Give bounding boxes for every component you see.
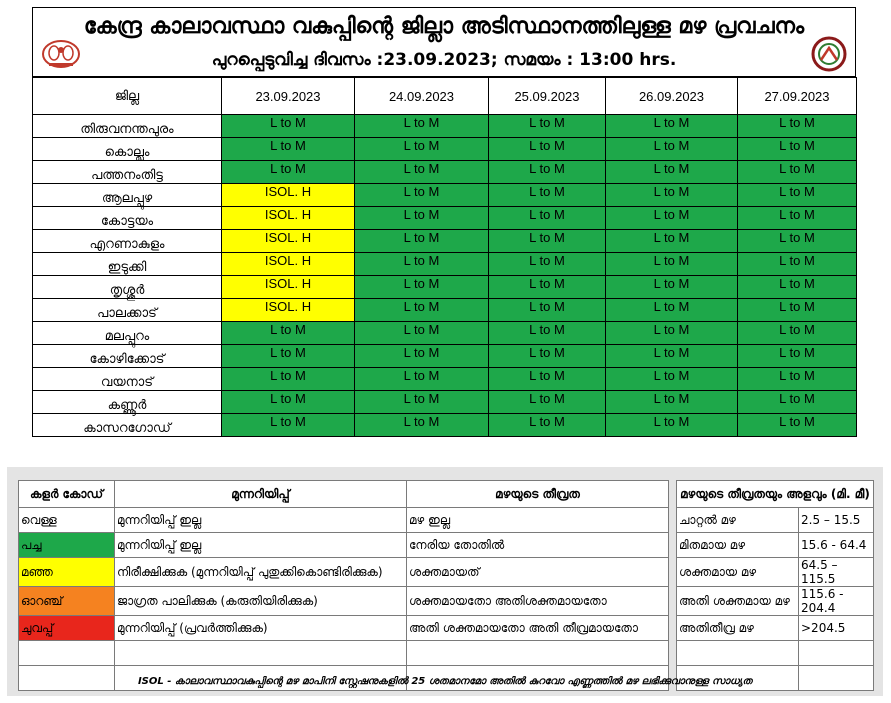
date-column-header: 24.09.2023 bbox=[355, 78, 489, 115]
table-row bbox=[33, 368, 857, 391]
forecast-cell: L to M bbox=[738, 414, 857, 437]
warning-header: മുന്നറിയിപ്പ് bbox=[115, 481, 407, 508]
range-value-cell: 64.5 – 115.5 bbox=[799, 558, 874, 587]
legend-empty-cell bbox=[115, 641, 407, 666]
forecast-cell: L to M bbox=[355, 253, 489, 276]
forecast-cell: L to M bbox=[738, 207, 857, 230]
forecast-cell: L to M bbox=[489, 414, 606, 437]
range-name-cell: അതിതീവ്ര മഴ bbox=[677, 616, 799, 641]
forecast-cell: L to M bbox=[738, 345, 857, 368]
forecast-cell: L to M bbox=[355, 276, 489, 299]
range-name-cell: മിതമായ മഴ bbox=[677, 533, 799, 558]
forecast-cell: L to M bbox=[606, 184, 738, 207]
warning-cell: മുന്നറിയിപ്പ് (പ്രവർത്തിക്കുക) bbox=[115, 616, 407, 641]
color-code-cell: ഓറഞ്ച് bbox=[19, 587, 115, 616]
forecast-cell: L to M bbox=[606, 276, 738, 299]
district-name: പാലക്കാട് bbox=[33, 299, 222, 322]
forecast-cell: L to M bbox=[355, 184, 489, 207]
district-name: വയനാട് bbox=[33, 368, 222, 391]
forecast-cell: L to M bbox=[355, 299, 489, 322]
forecast-cell: L to M bbox=[489, 161, 606, 184]
forecast-cell: L to M bbox=[606, 207, 738, 230]
forecast-cell: L to M bbox=[738, 299, 857, 322]
table-row bbox=[33, 230, 857, 253]
intensity-cell: നേരിയ തോതിൽ bbox=[407, 533, 669, 558]
forecast-cell: L to M bbox=[489, 322, 606, 345]
intensity-range-header: മഴയുടെ തീവ്രതയും അളവും (മി. മീ) bbox=[677, 481, 874, 508]
range-value-cell: 15.6 - 64.4 bbox=[799, 533, 874, 558]
imd-logo-icon bbox=[811, 36, 847, 72]
legend-empty-cell bbox=[799, 641, 874, 666]
intensity-cell: ശക്തമായതോ അതിശക്തമായതോ bbox=[407, 587, 669, 616]
forecast-cell: L to M bbox=[222, 414, 355, 437]
district-name: ഇടുക്കി bbox=[33, 253, 222, 276]
district-name: തൃശ്ശൂർ bbox=[33, 276, 222, 299]
forecast-cell: L to M bbox=[738, 391, 857, 414]
forecast-cell: L to M bbox=[222, 115, 355, 138]
forecast-cell: L to M bbox=[355, 368, 489, 391]
forecast-cell: ISOL. H bbox=[222, 230, 355, 253]
forecast-cell: L to M bbox=[489, 345, 606, 368]
legend-empty-cell bbox=[19, 641, 115, 666]
forecast-cell: L to M bbox=[222, 322, 355, 345]
forecast-cell: L to M bbox=[222, 138, 355, 161]
legend-row bbox=[19, 616, 874, 641]
forecast-cell: L to M bbox=[738, 253, 857, 276]
forecast-cell: L to M bbox=[222, 345, 355, 368]
forecast-cell: ISOL. H bbox=[222, 299, 355, 322]
forecast-cell: L to M bbox=[738, 368, 857, 391]
table-row bbox=[33, 115, 857, 138]
table-row bbox=[33, 276, 857, 299]
table-row bbox=[33, 391, 857, 414]
forecast-cell: L to M bbox=[738, 115, 857, 138]
forecast-cell: L to M bbox=[738, 138, 857, 161]
forecast-cell: L to M bbox=[606, 414, 738, 437]
forecast-cell: L to M bbox=[489, 184, 606, 207]
forecast-cell: ISOL. H bbox=[222, 207, 355, 230]
forecast-cell: L to M bbox=[606, 391, 738, 414]
legend-table bbox=[18, 480, 874, 691]
warning-cell: മുന്നറിയിപ്പ് ഇല്ല bbox=[115, 508, 407, 533]
table-row bbox=[33, 299, 857, 322]
legend-row bbox=[19, 558, 874, 587]
range-value-cell: 2.5 – 15.5 bbox=[799, 508, 874, 533]
legend-row bbox=[19, 587, 874, 616]
forecast-cell: L to M bbox=[489, 230, 606, 253]
forecast-cell: L to M bbox=[606, 115, 738, 138]
intensity-cell: ശക്തമായത് bbox=[407, 558, 669, 587]
range-name-cell: ചാറ്റൽ മഴ bbox=[677, 508, 799, 533]
legend-empty-row bbox=[19, 641, 874, 666]
table-row bbox=[33, 253, 857, 276]
date-column-header: 23.09.2023 bbox=[222, 78, 355, 115]
forecast-cell: L to M bbox=[606, 138, 738, 161]
color-code-cell: വെള്ള bbox=[19, 508, 115, 533]
header bbox=[32, 7, 856, 77]
legend-gap bbox=[669, 587, 677, 616]
forecast-cell: L to M bbox=[606, 253, 738, 276]
forecast-cell: L to M bbox=[355, 345, 489, 368]
color-code-cell: ചുവപ്പ് bbox=[19, 616, 115, 641]
district-name: കോട്ടയം bbox=[33, 207, 222, 230]
forecast-cell: L to M bbox=[606, 161, 738, 184]
table-row bbox=[33, 184, 857, 207]
district-column-header: ജില്ല bbox=[33, 78, 222, 115]
district-name: പത്തനംതിട്ട bbox=[33, 161, 222, 184]
forecast-cell: L to M bbox=[489, 253, 606, 276]
table-row bbox=[33, 138, 857, 161]
range-value-cell: >204.5 bbox=[799, 616, 874, 641]
legend-row bbox=[19, 508, 874, 533]
intensity-cell: അതി ശക്തമായതോ അതി തീവ്രമായതോ bbox=[407, 616, 669, 641]
page-title: കേന്ദ്ര കാലാവസ്ഥാ വകുപ്പിന്റെ ജില്ലാ അടിസ്ഥാനത്തിലുള്ള മഴ പ്രവചനം bbox=[83, 14, 805, 39]
legend-row bbox=[19, 533, 874, 558]
forecast-cell: ISOL. H bbox=[222, 184, 355, 207]
legend-gap bbox=[669, 533, 677, 558]
legend-empty-cell bbox=[407, 641, 669, 666]
date-column-header: 27.09.2023 bbox=[738, 78, 857, 115]
forecast-cell: L to M bbox=[489, 138, 606, 161]
forecast-cell: ISOL. H bbox=[222, 253, 355, 276]
district-name: ആലപ്പുഴ bbox=[33, 184, 222, 207]
warning-cell: നിരീക്ഷിക്കുക (മുന്നറിയിപ്പ് പുതുക്കികൊണ്ടിരിക്കുക) bbox=[115, 558, 407, 587]
forecast-cell: L to M bbox=[355, 138, 489, 161]
intensity-header: മഴയുടെ തീവ്രത bbox=[407, 481, 669, 508]
district-name: മലപ്പുറം bbox=[33, 322, 222, 345]
forecast-cell: L to M bbox=[489, 299, 606, 322]
warning-cell: ജാഗ്രത പാലിക്കുക (കരുതിയിരിക്കുക) bbox=[115, 587, 407, 616]
legend-empty-cell bbox=[677, 641, 799, 666]
district-name: കണ്ണൂർ bbox=[33, 391, 222, 414]
legend-header-row bbox=[19, 481, 874, 508]
forecast-cell: L to M bbox=[606, 345, 738, 368]
page-subtitle: പുറപ്പെടുവിച്ച ദിവസം :23.09.2023; സമയം : 13:00 hrs. bbox=[211, 50, 677, 70]
range-value-cell: 115.6 - 204.4 bbox=[799, 587, 874, 616]
legend-gap bbox=[669, 558, 677, 587]
forecast-cell: L to M bbox=[738, 161, 857, 184]
footnote: ISOL - കാലാവസ്ഥാവകുപ്പിന്റെ മഴ മാപിനി സ്റ്റേഷനുകളിൽ 25 ശതമാനമോ അതിൽ കുറവോ എണ്ണത്തിൽ മഴ ലഭിക്കുവാനുള്ള സാധ്യത bbox=[137, 676, 753, 687]
date-column-header: 25.09.2023 bbox=[489, 78, 606, 115]
legend-gap bbox=[669, 481, 677, 508]
forecast-cell: L to M bbox=[489, 391, 606, 414]
forecast-cell: L to M bbox=[606, 299, 738, 322]
forecast-cell: L to M bbox=[489, 115, 606, 138]
forecast-cell: L to M bbox=[738, 276, 857, 299]
forecast-cell: ISOL. H bbox=[222, 276, 355, 299]
forecast-cell: L to M bbox=[355, 115, 489, 138]
district-name: കൊല്ലം bbox=[33, 138, 222, 161]
table-row bbox=[33, 345, 857, 368]
forecast-cell: L to M bbox=[355, 322, 489, 345]
color-code-cell: മഞ്ഞ bbox=[19, 558, 115, 587]
table-row bbox=[33, 207, 857, 230]
forecast-cell: L to M bbox=[606, 368, 738, 391]
forecast-cell: L to M bbox=[355, 161, 489, 184]
forecast-cell: L to M bbox=[355, 414, 489, 437]
table-row bbox=[33, 161, 857, 184]
forecast-cell: L to M bbox=[222, 391, 355, 414]
forecast-cell: L to M bbox=[355, 230, 489, 253]
table-row bbox=[33, 414, 857, 437]
color-code-header: കളർ കോഡ് bbox=[19, 481, 115, 508]
forecast-cell: L to M bbox=[489, 207, 606, 230]
forecast-cell: L to M bbox=[355, 207, 489, 230]
intensity-cell: മഴ ഇല്ല bbox=[407, 508, 669, 533]
forecast-cell: L to M bbox=[606, 230, 738, 253]
forecast-cell: L to M bbox=[222, 161, 355, 184]
district-name: എറണാകുളം bbox=[33, 230, 222, 253]
forecast-cell: L to M bbox=[355, 391, 489, 414]
legend-gap bbox=[669, 641, 677, 666]
range-name-cell: അതി ശക്തമായ മഴ bbox=[677, 587, 799, 616]
legend-gap bbox=[669, 508, 677, 533]
forecast-cell: L to M bbox=[489, 368, 606, 391]
forecast-cell: L to M bbox=[738, 322, 857, 345]
table-row bbox=[33, 322, 857, 345]
district-name: കാസറഗോഡ് bbox=[33, 414, 222, 437]
district-name: കോഴിക്കോട് bbox=[33, 345, 222, 368]
forecast-cell: L to M bbox=[222, 368, 355, 391]
forecast-cell: L to M bbox=[738, 230, 857, 253]
forecast-cell: L to M bbox=[606, 322, 738, 345]
warning-cell: മുന്നറിയിപ്പ് ഇല്ല bbox=[115, 533, 407, 558]
forecast-table bbox=[32, 77, 857, 437]
forecast-cell: L to M bbox=[738, 184, 857, 207]
district-name: തിരുവനന്തപുരം bbox=[33, 115, 222, 138]
color-code-cell: പച്ച bbox=[19, 533, 115, 558]
range-name-cell: ശക്തമായ മഴ bbox=[677, 558, 799, 587]
forecast-cell: L to M bbox=[489, 276, 606, 299]
forecast-header-row bbox=[33, 78, 857, 115]
legend-gap bbox=[669, 616, 677, 641]
date-column-header: 26.09.2023 bbox=[606, 78, 738, 115]
